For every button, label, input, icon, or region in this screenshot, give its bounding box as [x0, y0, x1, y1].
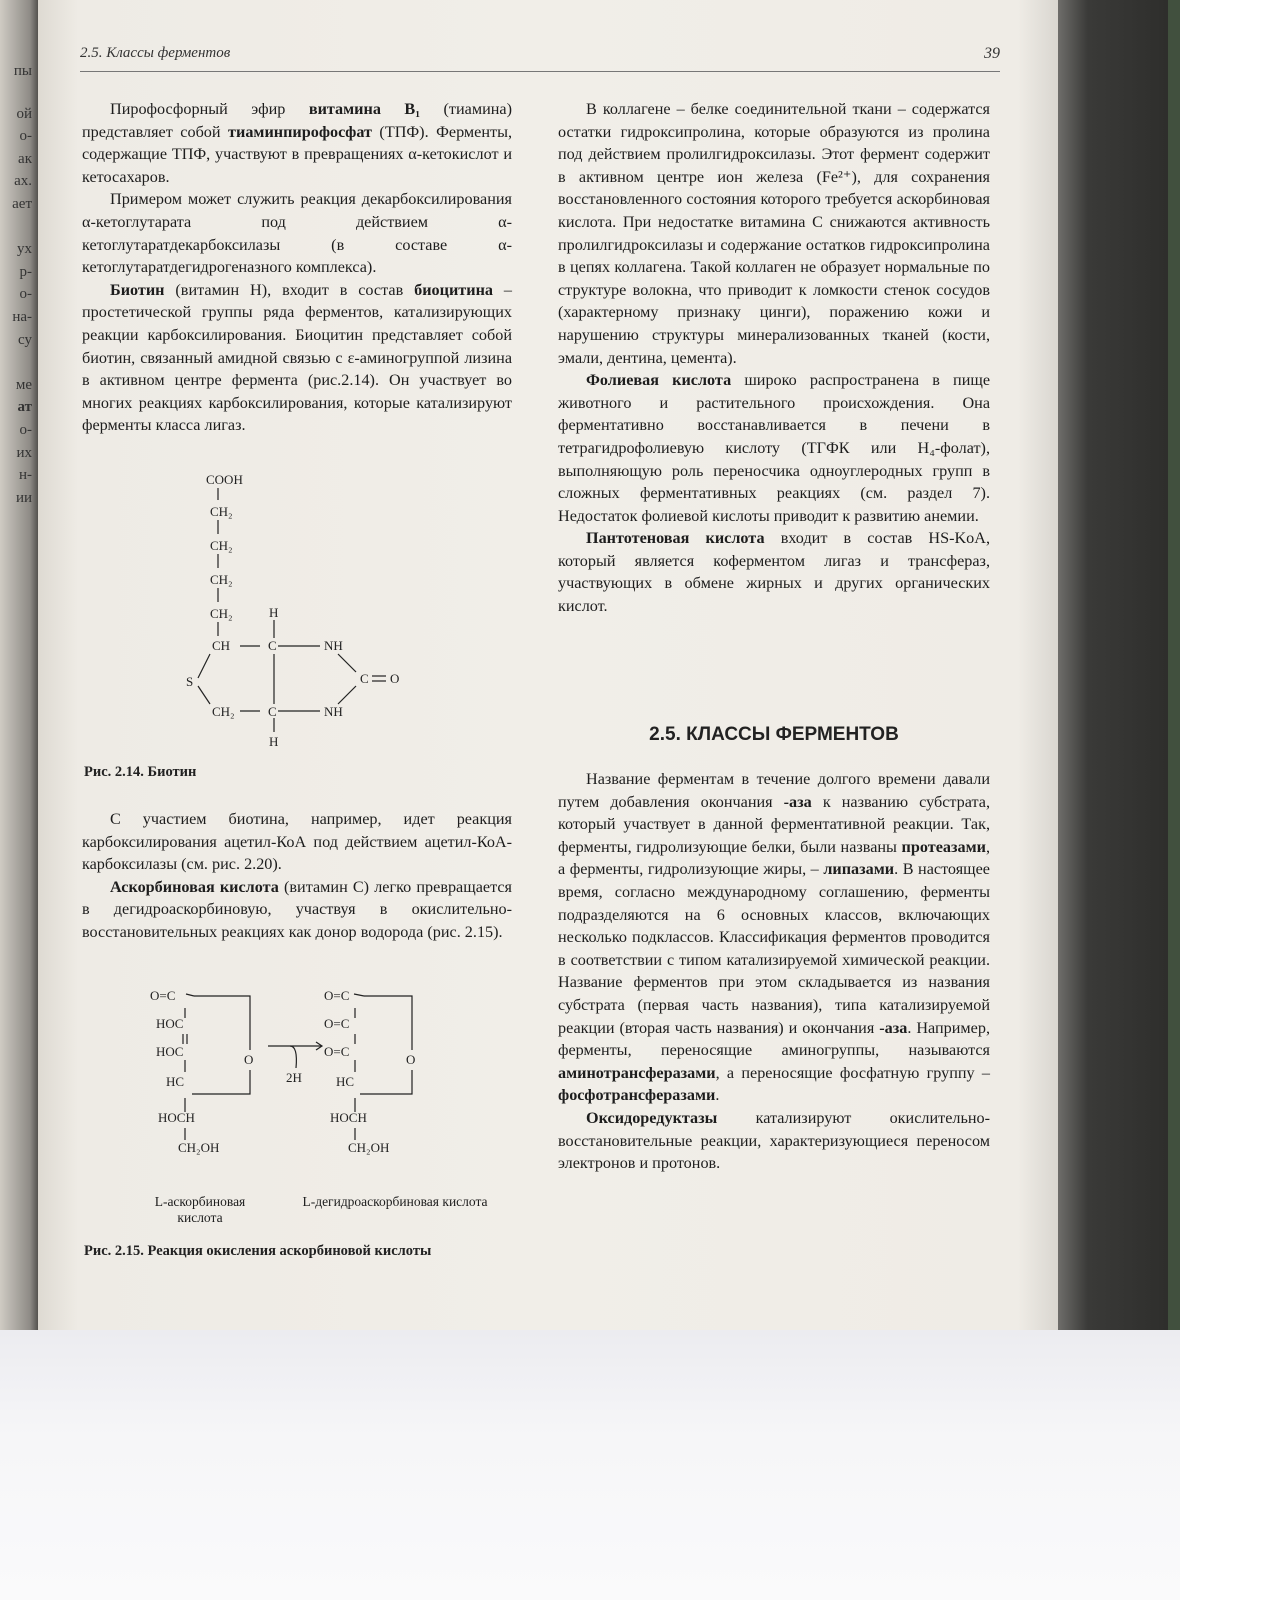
keyword: Оксидоредуктазы [586, 1108, 718, 1127]
ch2-label: CH₂ [210, 538, 233, 553]
text: к названию субстрата, который участвует в данной ферментативной реакции. Так, ферменты, гидролизующие белки, были названы [558, 792, 991, 856]
oc-label: O=C [150, 988, 176, 1003]
ring-o-label: O [406, 1052, 416, 1067]
figure-2-14-caption: Рис. 2.14. Биотин [84, 764, 197, 780]
keyword: липазами [823, 860, 895, 879]
scanner-bottom-area [0, 1330, 1180, 1600]
margin-fragment: ает [12, 195, 32, 212]
previous-page-margin [0, 60, 36, 509]
paragraph-oxidoreductases [558, 1107, 990, 1175]
left-column [82, 98, 512, 437]
nh-label: NH [324, 704, 343, 719]
running-header [80, 45, 1000, 72]
margin-fragment: о- [19, 128, 32, 145]
text: Название ферментам в течение долгого времени давали путем добавления окончания [558, 770, 990, 811]
ring-o-label: O [244, 1052, 254, 1067]
margin-fragment: ме [15, 376, 32, 393]
hoch-label: HOCH [330, 1110, 367, 1125]
paragraph-collagen: В коллагене – белке соединительной ткани – содержатся остатки гидроксипролина, которые образуются из пролина под действием пролилгидроксилазы. Этот фермент содержит в активном центре ион железа (Fe²⁺), для сохранения восстановленного состояния которого требуется аскорбиновая кислота. При недостатке витамина С снижаются активность пролилгидроксилазы и содержание остатков гидроксипролина в цепях коллагена. Такой коллаген не образует нормальные по структуре волокна, что приводит к ломкости стенок сосудов (характерному признаку цинги), поражению кожи и нарушению структуры минерализованных тканей (кости, эмали, дентина, цемента). [558, 100, 990, 367]
margin-fragment: ат [17, 399, 32, 416]
margin-fragment: р- [19, 263, 32, 280]
keyword: тиаминпирофосфат [228, 122, 372, 141]
text: , а переносящие фосфатную группу – [715, 1063, 990, 1082]
running-title: 2.5. Классы ферментов [80, 45, 231, 61]
left-molecule-name: L-аскорбиновая кислота [154, 1194, 246, 1225]
page-number: 39 [984, 45, 1000, 62]
2h-label: 2H [286, 1070, 302, 1085]
paragraph-biotin-example: С участием биотина, например, идет реакция карбоксилирования ацетил-КоА под действием ацетил-КоА-карбоксилазы (см. рис. 2.20). [82, 810, 512, 874]
section-heading: 2.5. КЛАССЫ ФЕРМЕНТОВ [649, 724, 899, 745]
oc-label: O=C [324, 1016, 350, 1031]
margin-fragment: о- [19, 421, 32, 438]
ch2oh-label: CH₂OH [348, 1140, 390, 1155]
ch2-label: CH₂ [212, 704, 235, 719]
hc-label: HC [336, 1074, 355, 1089]
text: входит в состав HS-KoA, который является коферментом лигаз и трансфераз, участвующих в обмене жирных и других органических кислот. [558, 529, 991, 616]
margin-fragment: о- [19, 286, 32, 303]
oc-label: O=C [324, 1044, 350, 1059]
text: (витамин С) легко превращается в дегидроаскорбиновую, участвуя в окислительно-восстановительных реакциях как донор водорода (рис. 2.15). [82, 877, 512, 941]
text: (ТПФ). Ферменты, содержащие ТПФ, участвуют в превращениях α-кетокислот и кетосахаров. [82, 122, 513, 186]
paragraph-thiamine [82, 98, 512, 188]
hoch-label: HOCH [158, 1110, 195, 1125]
margin-fragment: н- [18, 467, 32, 484]
paragraph-enzyme-names [558, 768, 990, 1107]
text: Пирофосфорный эфир [110, 100, 309, 118]
right-molecule-name: L-дегидроаскорбиновая кислота [302, 1194, 488, 1209]
h-label: H [269, 605, 279, 620]
h-label: H [269, 734, 279, 749]
o-label: O [390, 671, 400, 686]
scanner-dark-edge [1058, 0, 1168, 1330]
keyword: -аза [879, 1018, 908, 1037]
right-column [558, 98, 990, 618]
text: (витамин Н), входит в состав [164, 280, 415, 299]
margin-fragment [0, 351, 36, 374]
c-label: C [360, 671, 369, 686]
keyword: Аскорбиновая кислота [110, 877, 279, 896]
paragraph-pantothenic [558, 527, 990, 617]
margin-fragment: на- [12, 308, 32, 325]
s-label: S [186, 674, 194, 689]
ch2-label: CH₂ [210, 504, 233, 519]
cooh-label: COOH [206, 472, 243, 487]
margin-fragment [0, 216, 36, 239]
hoc-label: HOC [156, 1016, 184, 1031]
paragraph-example: Примером может служить реакция декарбоксилирования α-кетоглутарата под действием α-кетоглутаратдекарбоксилазы (в составе α-кетоглутаратдегидрогеназного комплекса). [82, 190, 512, 277]
text: широко распространена в пище животного и растительного происхождения. Она ферментативно восстанавливается в печени в тетрагидрофолиевую кислоту (ТГФК или H₄-фолат), выполняющую роль переносчика одноуглеродных групп в сложных ферментативных реакциях (см. раздел 7). Недостаток фолиевой кислоты приводит к развитию анемии. [558, 371, 991, 525]
text: – простетической группы ряда ферментов, катализирующих реакции карбоксилирования. Биоцитин представляет собой биотин, связанный амидной связью с ε-аминогруппой лизина в активном центре фермента (рис.2.14). Он участвует во многих реакциях карбоксилирования, которые катализируют ферменты класса лигаз. [82, 280, 512, 435]
margin-fragment: ии [15, 489, 32, 506]
ch2oh-label: CH₂OH [178, 1140, 220, 1155]
margin-fragment: их [16, 444, 32, 461]
keyword: Фолиевая кислота [586, 371, 732, 390]
ascorbic-reaction-structure [140, 990, 500, 1170]
c-label: C [268, 704, 277, 719]
paragraph-folic [558, 369, 990, 527]
text: . В настоящее время, согласно международному соглашению, ферменты подразделяются на 6 основных классов, включающих несколько подклассов. Классификация ферментов проводится в соответствии с типом катализируемой химической реакции. Название ферментов при этом складывается из названия субстрата (первая часть названия), типа катализируемой реакции (вторая часть названия) и окончания [558, 860, 990, 1037]
margin-fragment: ух [17, 241, 32, 258]
margin-fragment: ак [18, 150, 32, 167]
keyword: аминотрансферазами [558, 1063, 716, 1082]
ch2-label: CH₂ [210, 572, 233, 587]
keyword: фосфотрансферазами [558, 1086, 716, 1105]
paragraph-biotin [82, 279, 512, 437]
keyword: протеазами [901, 837, 986, 856]
nh-label: NH [324, 638, 343, 653]
keyword: -аза [783, 792, 812, 811]
ch-label: CH [212, 638, 231, 653]
c-label: C [268, 638, 277, 653]
biotin-structure [180, 468, 440, 758]
ch2-label: CH₂ [210, 606, 233, 621]
paragraph-ascorbic [82, 876, 512, 944]
oc-label: O=C [324, 988, 350, 1003]
right-column-lower [558, 768, 990, 1175]
text: , а ферменты, гидролизующие жиры, – [558, 837, 990, 879]
keyword: биоцитина [414, 280, 493, 299]
hoc-label: HOC [156, 1044, 184, 1059]
margin-fragment: ах. [14, 173, 32, 190]
hc-label: HC [166, 1074, 185, 1089]
margin-fragment: ой [16, 105, 32, 122]
margin-fragment: су [18, 331, 32, 348]
text: . Например, ферменты, переносящие аминогруппы, называются [558, 1018, 990, 1060]
margin-fragment: пы [13, 63, 32, 79]
keyword: Биотин [110, 280, 165, 299]
keyword: витамина B₁ [308, 100, 421, 118]
keyword: Пантотеновая кислота [586, 529, 765, 548]
scanner-edge-strip [1168, 0, 1180, 1330]
left-column-lower [82, 808, 512, 944]
text: катализируют окислительно-восстановительные реакции, характеризующиеся переносом электронов и протонов. [558, 1108, 990, 1173]
figure-2-15-caption: Рис. 2.15. Реакция окисления аскорбиновой кислоты [84, 1243, 432, 1259]
text: . [715, 1086, 720, 1105]
text: (тиамина) представляет собой [82, 100, 512, 141]
